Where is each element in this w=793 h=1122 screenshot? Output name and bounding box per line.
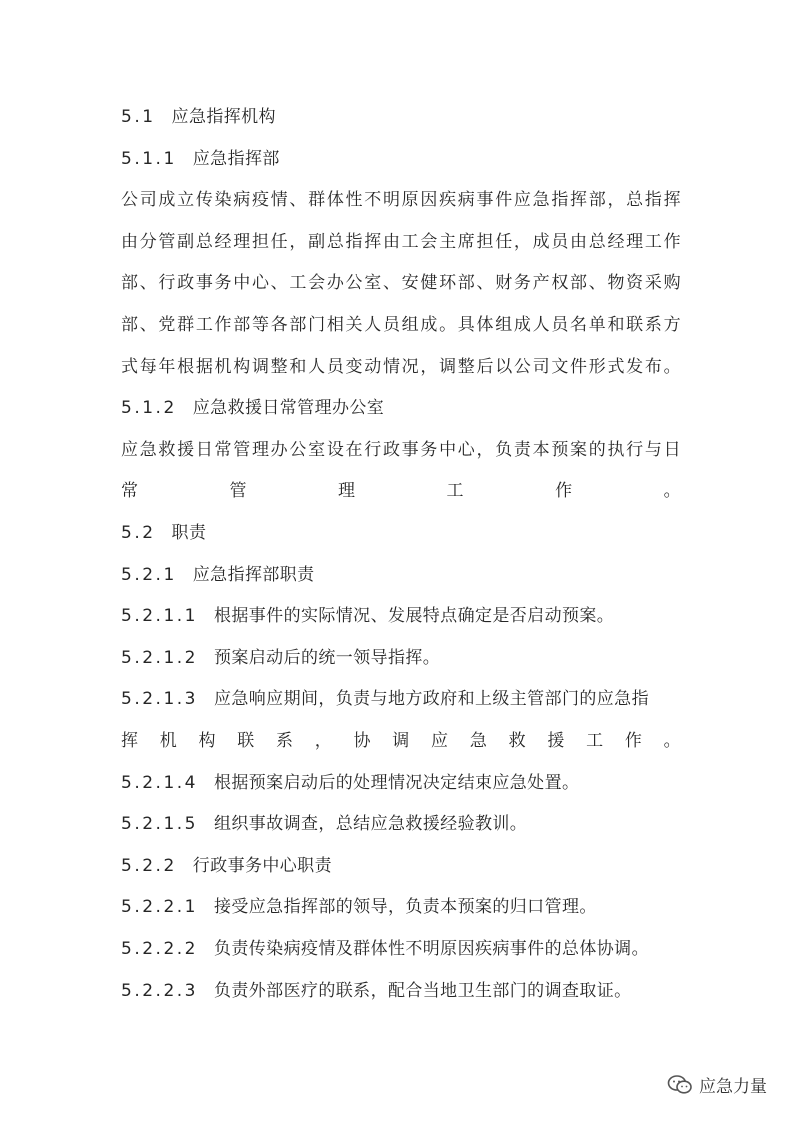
section-number: 5.2.2 <box>121 856 177 876</box>
line-text: 职责 <box>171 523 207 543</box>
line-text: 行政事务中心职责 <box>192 856 332 876</box>
line-text: 应急指挥部职责 <box>192 565 315 585</box>
body-line <box>121 356 681 378</box>
section-number: 5.2.1.2 <box>121 648 198 668</box>
numbered-line <box>121 855 681 877</box>
numbered-line <box>121 980 681 1002</box>
section-number: 5.2.1.4 <box>121 773 198 793</box>
watermark-text: 应急力量 <box>699 1077 767 1097</box>
line-text: 组织事故调查，总结应急救援经验教训。 <box>213 814 528 834</box>
line-text: 接受应急指挥部的领导，负责本预案的归口管理。 <box>213 897 597 917</box>
body-line <box>121 439 681 461</box>
line-text: 根据预案启动后的处理情况决定结束应急处置。 <box>213 773 580 793</box>
numbered-line <box>121 938 681 960</box>
section-number: 5.2.1 <box>121 565 177 585</box>
section-number: 5.2.2.1 <box>121 897 198 917</box>
section-number: 5.2.1.3 <box>121 689 198 709</box>
line-text: 公司成立传染病疫情、群体性不明原因疾病事件应急指挥部，总指挥 <box>121 190 681 210</box>
line-text: 由分管副总经理担任，副总指挥由工会主席担任，成员由总经理工作 <box>121 232 681 252</box>
section-number: 5.1 <box>121 107 156 127</box>
body-line <box>121 231 681 253</box>
line-text: 挥机构联系，协调应急救援工作。 <box>121 731 681 751</box>
line-text: 负责传染病疫情及群体性不明原因疾病事件的总体协调。 <box>213 939 649 959</box>
numbered-line <box>121 647 681 669</box>
numbered-line <box>121 397 681 419</box>
wechat-icon <box>667 1074 693 1096</box>
section-number: 5.1.1 <box>121 149 177 169</box>
line-text: 应急指挥部 <box>192 149 280 169</box>
line-text: 应急救援日常管理办公室设在行政事务中心，负责本预案的执行与日 <box>121 440 681 460</box>
line-text: 应急响应期间，负责与地方政府和上级主管部门的应急指 <box>213 689 649 709</box>
line-text: 常管理工作。 <box>121 481 681 501</box>
watermark <box>667 1072 767 1097</box>
line-text: 根据事件的实际情况、发展特点确定是否启动预案。 <box>213 606 615 626</box>
body-line <box>121 272 681 294</box>
numbered-line <box>121 564 681 586</box>
numbered-line <box>121 688 681 710</box>
numbered-line <box>121 772 681 794</box>
section-number: 5.2.2.2 <box>121 939 198 959</box>
section-number: 5.1.2 <box>121 398 177 418</box>
section-number: 5.2 <box>121 523 156 543</box>
line-text: 应急指挥机构 <box>171 107 276 127</box>
section-number: 5.2.1.5 <box>121 814 198 834</box>
line-text: 预案启动后的统一领导指挥。 <box>213 648 441 668</box>
line-text: 负责外部医疗的联系，配合当地卫生部门的调查取证。 <box>213 981 632 1001</box>
section-number: 5.2.1.1 <box>121 606 198 626</box>
numbered-line <box>121 605 681 627</box>
body-line <box>121 480 681 502</box>
line-text: 部、党群工作部等各部门相关人员组成。具体组成人员名单和联系方 <box>121 315 681 335</box>
numbered-line <box>121 896 681 918</box>
line-text: 式每年根据机构调整和人员变动情况，调整后以公司文件形式发布。 <box>121 357 681 377</box>
numbered-line <box>121 106 681 128</box>
body-line <box>121 189 681 211</box>
line-text: 应急救援日常管理办公室 <box>192 398 385 418</box>
section-number: 5.2.2.3 <box>121 981 198 1001</box>
line-text: 部、行政事务中心、工会办公室、安健环部、财务产权部、物资采购 <box>121 273 681 293</box>
numbered-line <box>121 522 681 544</box>
numbered-line <box>121 148 681 170</box>
body-line <box>121 730 681 752</box>
body-line <box>121 314 681 336</box>
numbered-line <box>121 813 681 835</box>
